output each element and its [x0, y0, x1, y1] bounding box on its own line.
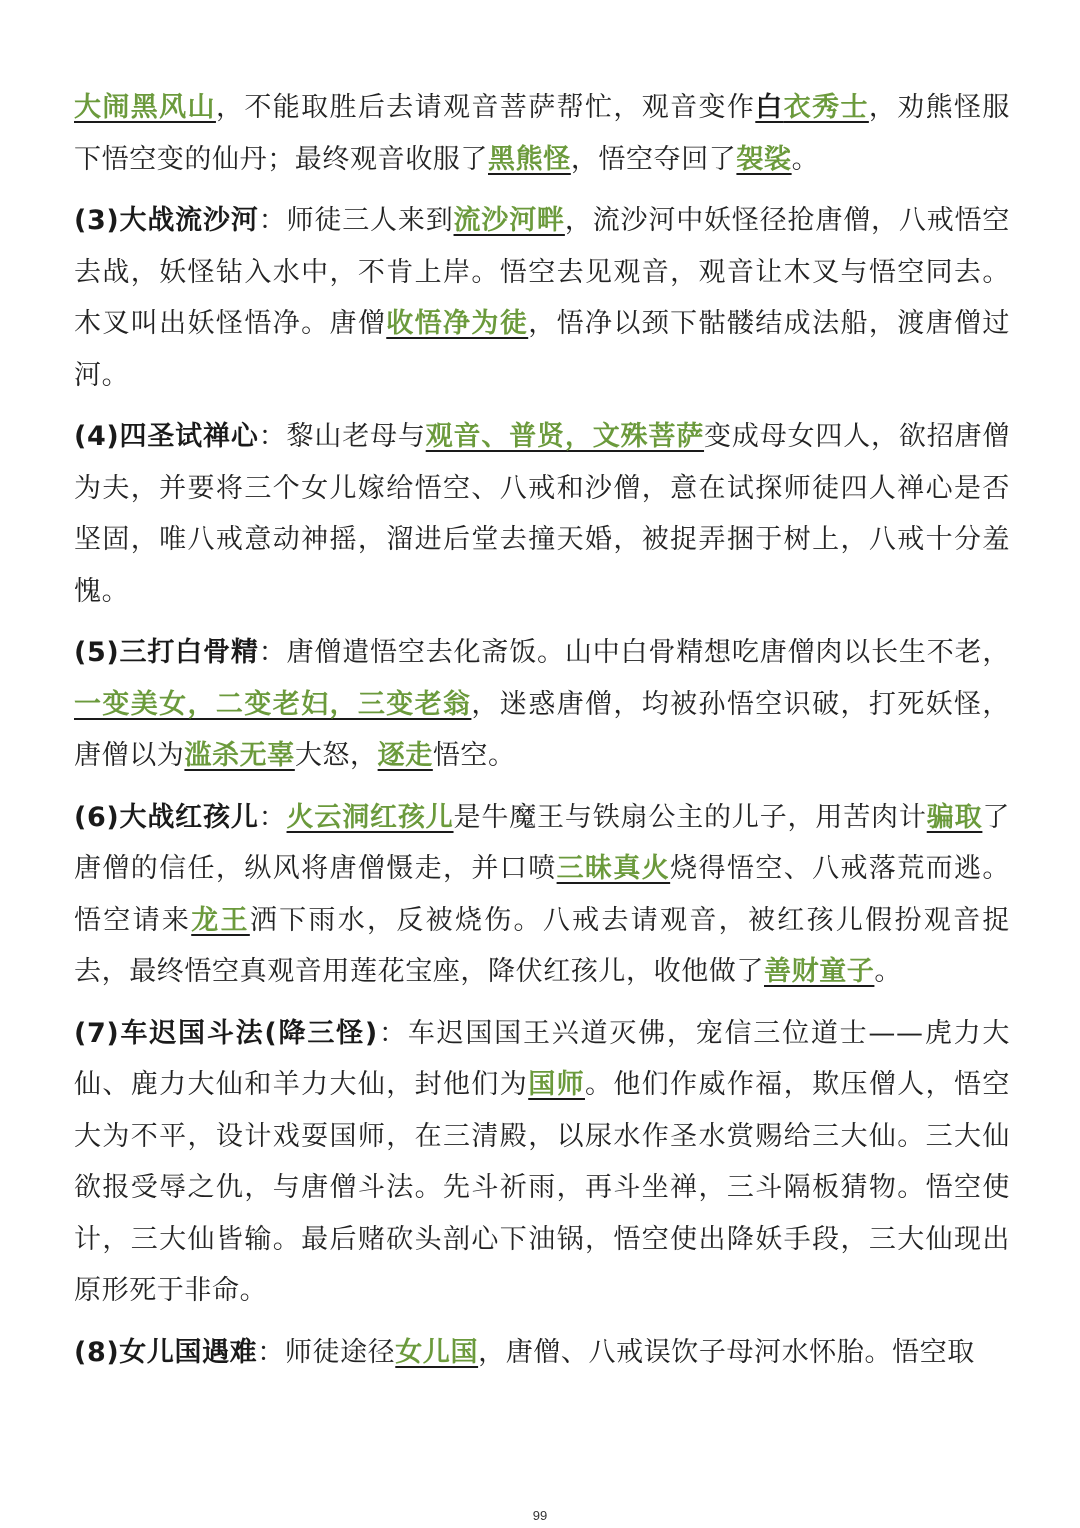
paragraph-gap	[74, 185, 1010, 195]
document-body	[74, 82, 1010, 1378]
paragraph	[74, 195, 1010, 401]
text-run: ：黎山老母与	[258, 421, 426, 452]
section-heading: 车迟国斗法(降三怪)	[119, 1017, 378, 1049]
section-heading: 女儿国遇难	[119, 1336, 258, 1368]
section-number: (8)	[74, 1336, 120, 1368]
text-run: ：唐僧遣悟空去化斋饭。山中白骨精想吃唐僧肉以长生不老，	[258, 637, 1011, 668]
paragraph-gap	[74, 401, 1010, 411]
highlighted-keyword: 火云洞红孩儿	[286, 801, 454, 833]
text-run: 了唐僧的信任，纵风将唐僧慑走，并口喷	[74, 801, 1011, 884]
highlighted-keyword: 逐走	[377, 740, 433, 771]
highlighted-keyword: 龙王	[191, 904, 250, 936]
text-run: 大怒，	[294, 740, 378, 771]
text-run: ，悟净以颈下骷髅结成法船，渡唐僧过河。	[74, 308, 1010, 391]
paragraph-gap	[74, 1317, 1010, 1327]
highlighted-keyword: 袈裟	[736, 143, 792, 175]
text-run: ，唐僧、八戒误饮子母河水怀胎。悟空取	[478, 1336, 975, 1368]
paragraph	[74, 792, 1010, 998]
text-run: 悟空。	[432, 740, 516, 771]
highlighted-keyword: 骗取	[926, 801, 983, 833]
section-number: (6)	[74, 801, 120, 833]
highlighted-keyword: 流沙河畔	[453, 205, 565, 236]
highlighted-keyword: 黑熊怪	[488, 143, 571, 175]
text-run: ：师徒三人来到	[258, 205, 454, 236]
text-run: 是牛魔王与铁扇公主的儿子，用苦肉计	[453, 801, 927, 833]
text-run: 洒下雨水，反被烧伤。八戒去请观音，被红孩儿假扮观音捉去，最终悟空真观音用莲花宝座，降伏红孩儿，收他做了	[74, 904, 1010, 987]
text-run: 变成母女四人，欲招唐僧为夫，并要将三个女儿嫁给悟空、八戒和沙僧，意在试探师徒四人禅心是否坚固，唯八戒意动神摇，溜进后堂去撞天婚，被捉弄捆于树上，八戒十分羞愧。	[74, 421, 1010, 607]
section-number: (5)	[74, 637, 120, 668]
text-run: ，劝熊怪服下悟空变的仙丹；最终观音收服了	[74, 92, 1011, 175]
text-run: 烧得悟空、八戒落荒而逃。悟空请来	[74, 853, 1011, 936]
page-number: 99	[532, 1508, 548, 1523]
paragraph	[74, 411, 1010, 617]
highlighted-keyword: 一变美女，二变老妇，三变老翁	[74, 688, 472, 720]
highlighted-keyword: 滥杀无辜	[184, 740, 295, 771]
section-heading: 大战红孩儿	[119, 801, 259, 833]
section-heading: 四圣试禅心	[119, 421, 259, 452]
paragraph-gap	[74, 782, 1010, 792]
section-number: (3)	[74, 205, 120, 236]
highlighted-keyword: 善财童子	[764, 956, 875, 987]
text-run: 。	[791, 143, 820, 175]
highlighted-keyword: 观音、普贤，文殊菩萨	[425, 421, 705, 452]
text-run: ，流沙河中妖怪径抢唐僧，八戒悟空去战，妖怪钻入水中，不肯上岸。悟空去见观音，观音让木叉与悟空同去。木叉叫出妖怪悟净。唐僧	[74, 205, 1010, 339]
section-number: (4)	[74, 421, 120, 452]
highlighted-keyword: 女儿国	[395, 1336, 479, 1368]
text-run: 。	[874, 956, 903, 987]
highlighted-keyword: 收悟净为徒	[386, 308, 529, 339]
text-run: ，不能取胜后去请观音菩萨帮忙，观音变作	[215, 92, 756, 123]
highlighted-keyword: 国师	[528, 1069, 585, 1100]
text-run: ，迷惑唐僧，均被孙悟空识破，打死妖怪，唐僧以为	[74, 688, 1010, 771]
paragraph	[74, 1327, 1010, 1379]
highlighted-keyword: 衣秀士	[783, 92, 869, 123]
text-run: ：	[258, 801, 287, 833]
paragraph	[74, 82, 1010, 185]
paragraph-gap	[74, 617, 1010, 627]
paragraph	[74, 1008, 1010, 1317]
text-run: ，悟空夺回了	[570, 143, 737, 175]
text-run: ：车迟国国王兴道灭佛，宠信三位道士——虎力大仙、鹿力大仙和羊力大仙，封他们为	[74, 1017, 1010, 1100]
underlined-text: 白	[755, 92, 784, 123]
section-heading: 大战流沙河	[119, 205, 259, 236]
paragraph	[74, 627, 1010, 782]
text-run: 。他们作威作福，欺压僧人，悟空大为不平，设计戏耍国师，在三清殿，以尿水作圣水赏赐给三大仙。三大仙欲报受辱之仇，与唐僧斗法。先斗祈雨，再斗坐禅，三斗隔板猜物。悟空使计，三大仙皆输。最后赌砍头剖心下油锅，悟空使出降妖手段，三大仙现出原形死于非命。	[74, 1069, 1011, 1306]
highlighted-keyword: 大闹黑风山	[74, 92, 216, 123]
highlighted-keyword: 三昧真火	[556, 853, 671, 884]
paragraph-gap	[74, 998, 1010, 1008]
section-heading: 三打白骨精	[119, 637, 259, 668]
section-number: (7)	[74, 1017, 120, 1049]
text-run: ：师徒途径	[257, 1336, 396, 1368]
